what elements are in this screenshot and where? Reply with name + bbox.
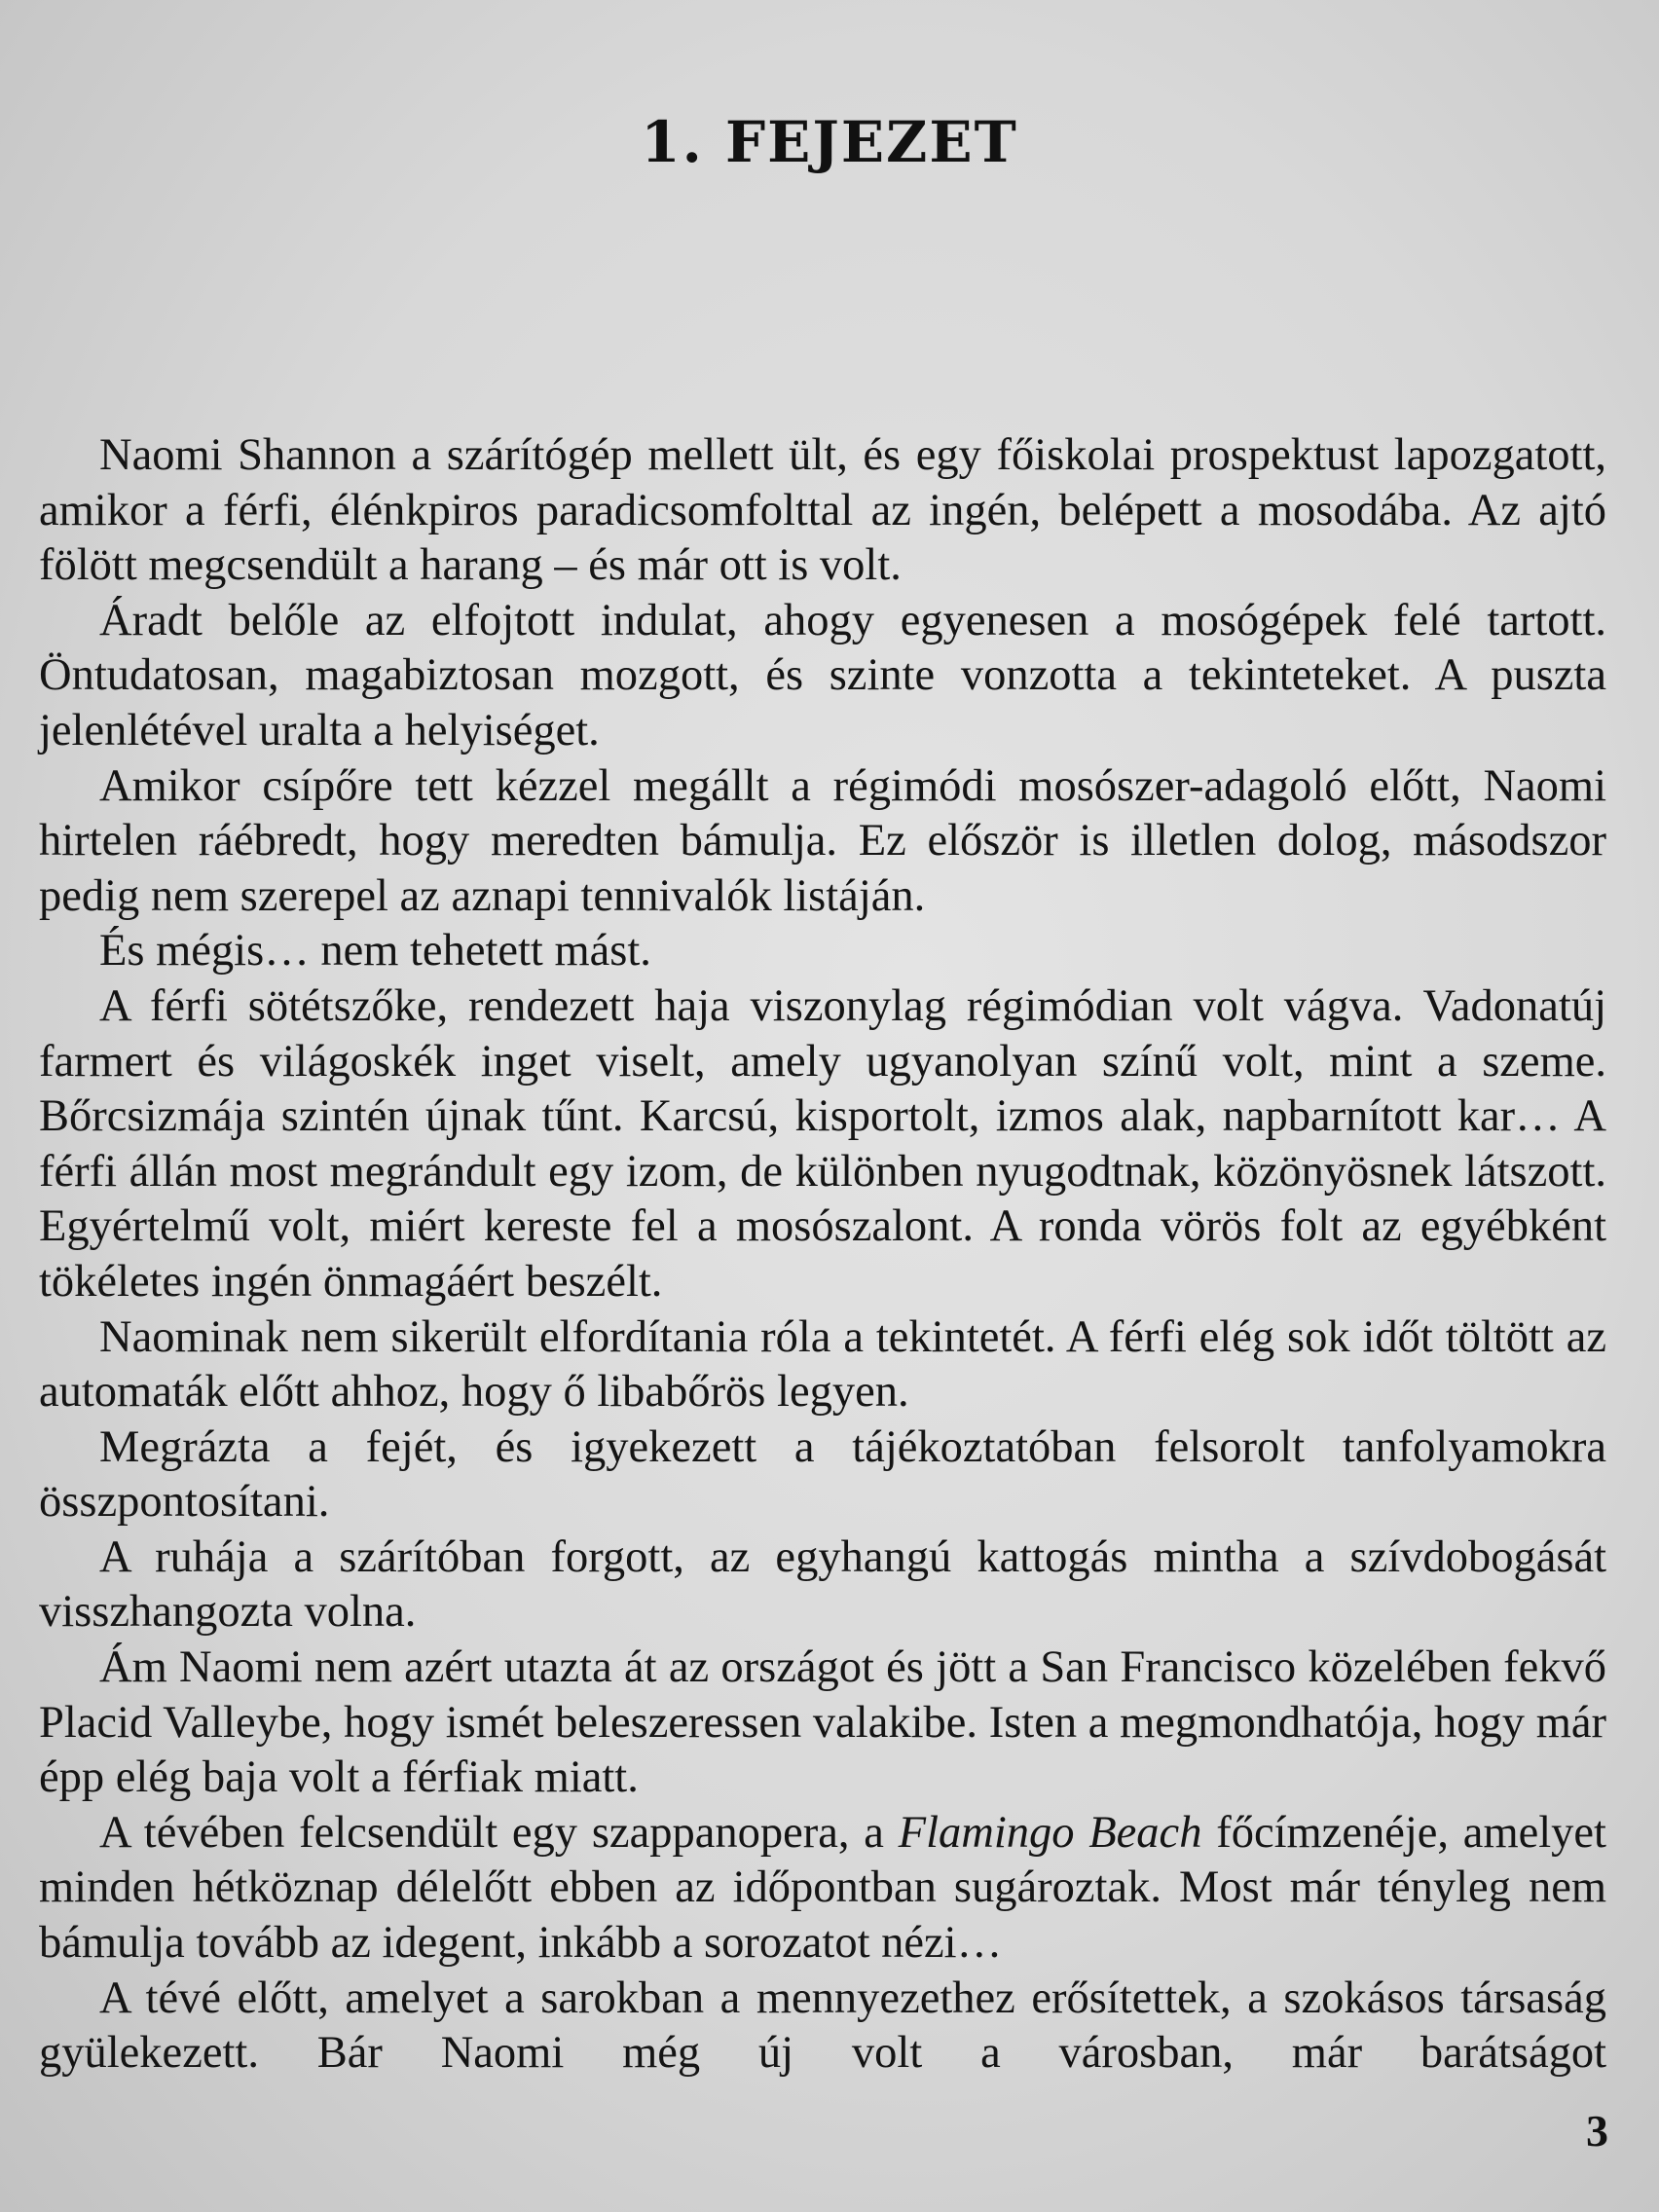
paragraph: És mégis… nem tehetett mást. (99, 926, 651, 977)
paragraph: Áradt belőle az elfojtott indulat, ahogy egyenesen a mosógépek felé tartott. Öntudatosan, magabiztosan mozgott, és szinte vonzotta a tekinteteket. A puszta jelenlétével uralta a helyiséget. (39, 595, 1606, 756)
paragraph: Ám Naomi nem azért utazta át az országot és jött a San Francisco közelében fekvő Placid Valleybe, hogy ismét beleszeressen valakibe. Isten a megmondhatója, hogy már épp elég baja volt a férfiak miatt. (39, 1642, 1606, 1803)
paragraph-text: A tévében felcsendült egy szappanopera, a (99, 1807, 899, 1858)
body-text (39, 428, 1606, 2082)
paragraph: Megrázta a fejét, és igyekezett a tájékoztatóban felsorolt tanfolyamokra összpontosítani. (39, 1421, 1606, 1528)
paragraph: A férfi sötétszőke, rendezett haja viszonylag régimódian volt vágva. Vadonatúj farmert és világoskék inget viselt, amely ugyanolyan színű volt, mint a szeme. Bőrcsizmája szintén újnak tűnt. Karcsú, kisportolt, izmos alak, napbarnított kar… A férfi állán most megrándult egy izom, de különben nyugodtnak, közönyösnek látszott. Egyértelmű volt, miért kereste fel a mosószalont. A ronda vörös folt az egyébként tökéletes ingén önmagáért beszélt. (39, 980, 1606, 1307)
paragraph: A tévé előtt, amelyet a sarokban a mennyezethez erősítettek, a szokásos társaság gyülekezett. Bár Naomi még új volt a városban, már barátságot (39, 1972, 1606, 2079)
page-number: 3 (1586, 2106, 1608, 2156)
paragraph (39, 1806, 1606, 1972)
chapter-title: 1. FEJEZET (641, 109, 1018, 175)
show-title-italic: Flamingo Beach (898, 1807, 1202, 1858)
paragraph: Naomi Shannon a szárítógép mellett ült, és egy főiskolai prospektust lapozgatott, amikor a férfi, élénkpiros paradicsomfolttal az ingén, belépett a mosodába. Az ajtó fölött megcsendült a harang – és már ott is volt. (39, 430, 1606, 591)
paragraph: A ruhája a szárítóban forgott, az egyhangú kattogás mintha a szívdobogását visszhangozta volna. (39, 1531, 1606, 1638)
paragraph: Amikor csípőre tett kézzel megállt a régimódi mosószer-adagoló előtt, Naomi hirtelen ráébredt, hogy meredten bámulja. Ez először is illetlen dolog, másodszor pedig nem szerepel az aznapi tennivalók listáján. (39, 760, 1606, 921)
paragraph-text: főcímzenéje, amelyet minden hétköznap délelőtt ebben az időpontban sugároztak. Most már tényleg nem bámulja tovább az idegent, inkább a sorozatot nézi… (39, 1807, 1606, 1969)
paragraph: Naominak nem sikerült elfordítania róla a tekintetét. A férfi elég sok időt töltött az automaták előtt ahhoz, hogy ő libabőrös legyen. (39, 1311, 1606, 1418)
